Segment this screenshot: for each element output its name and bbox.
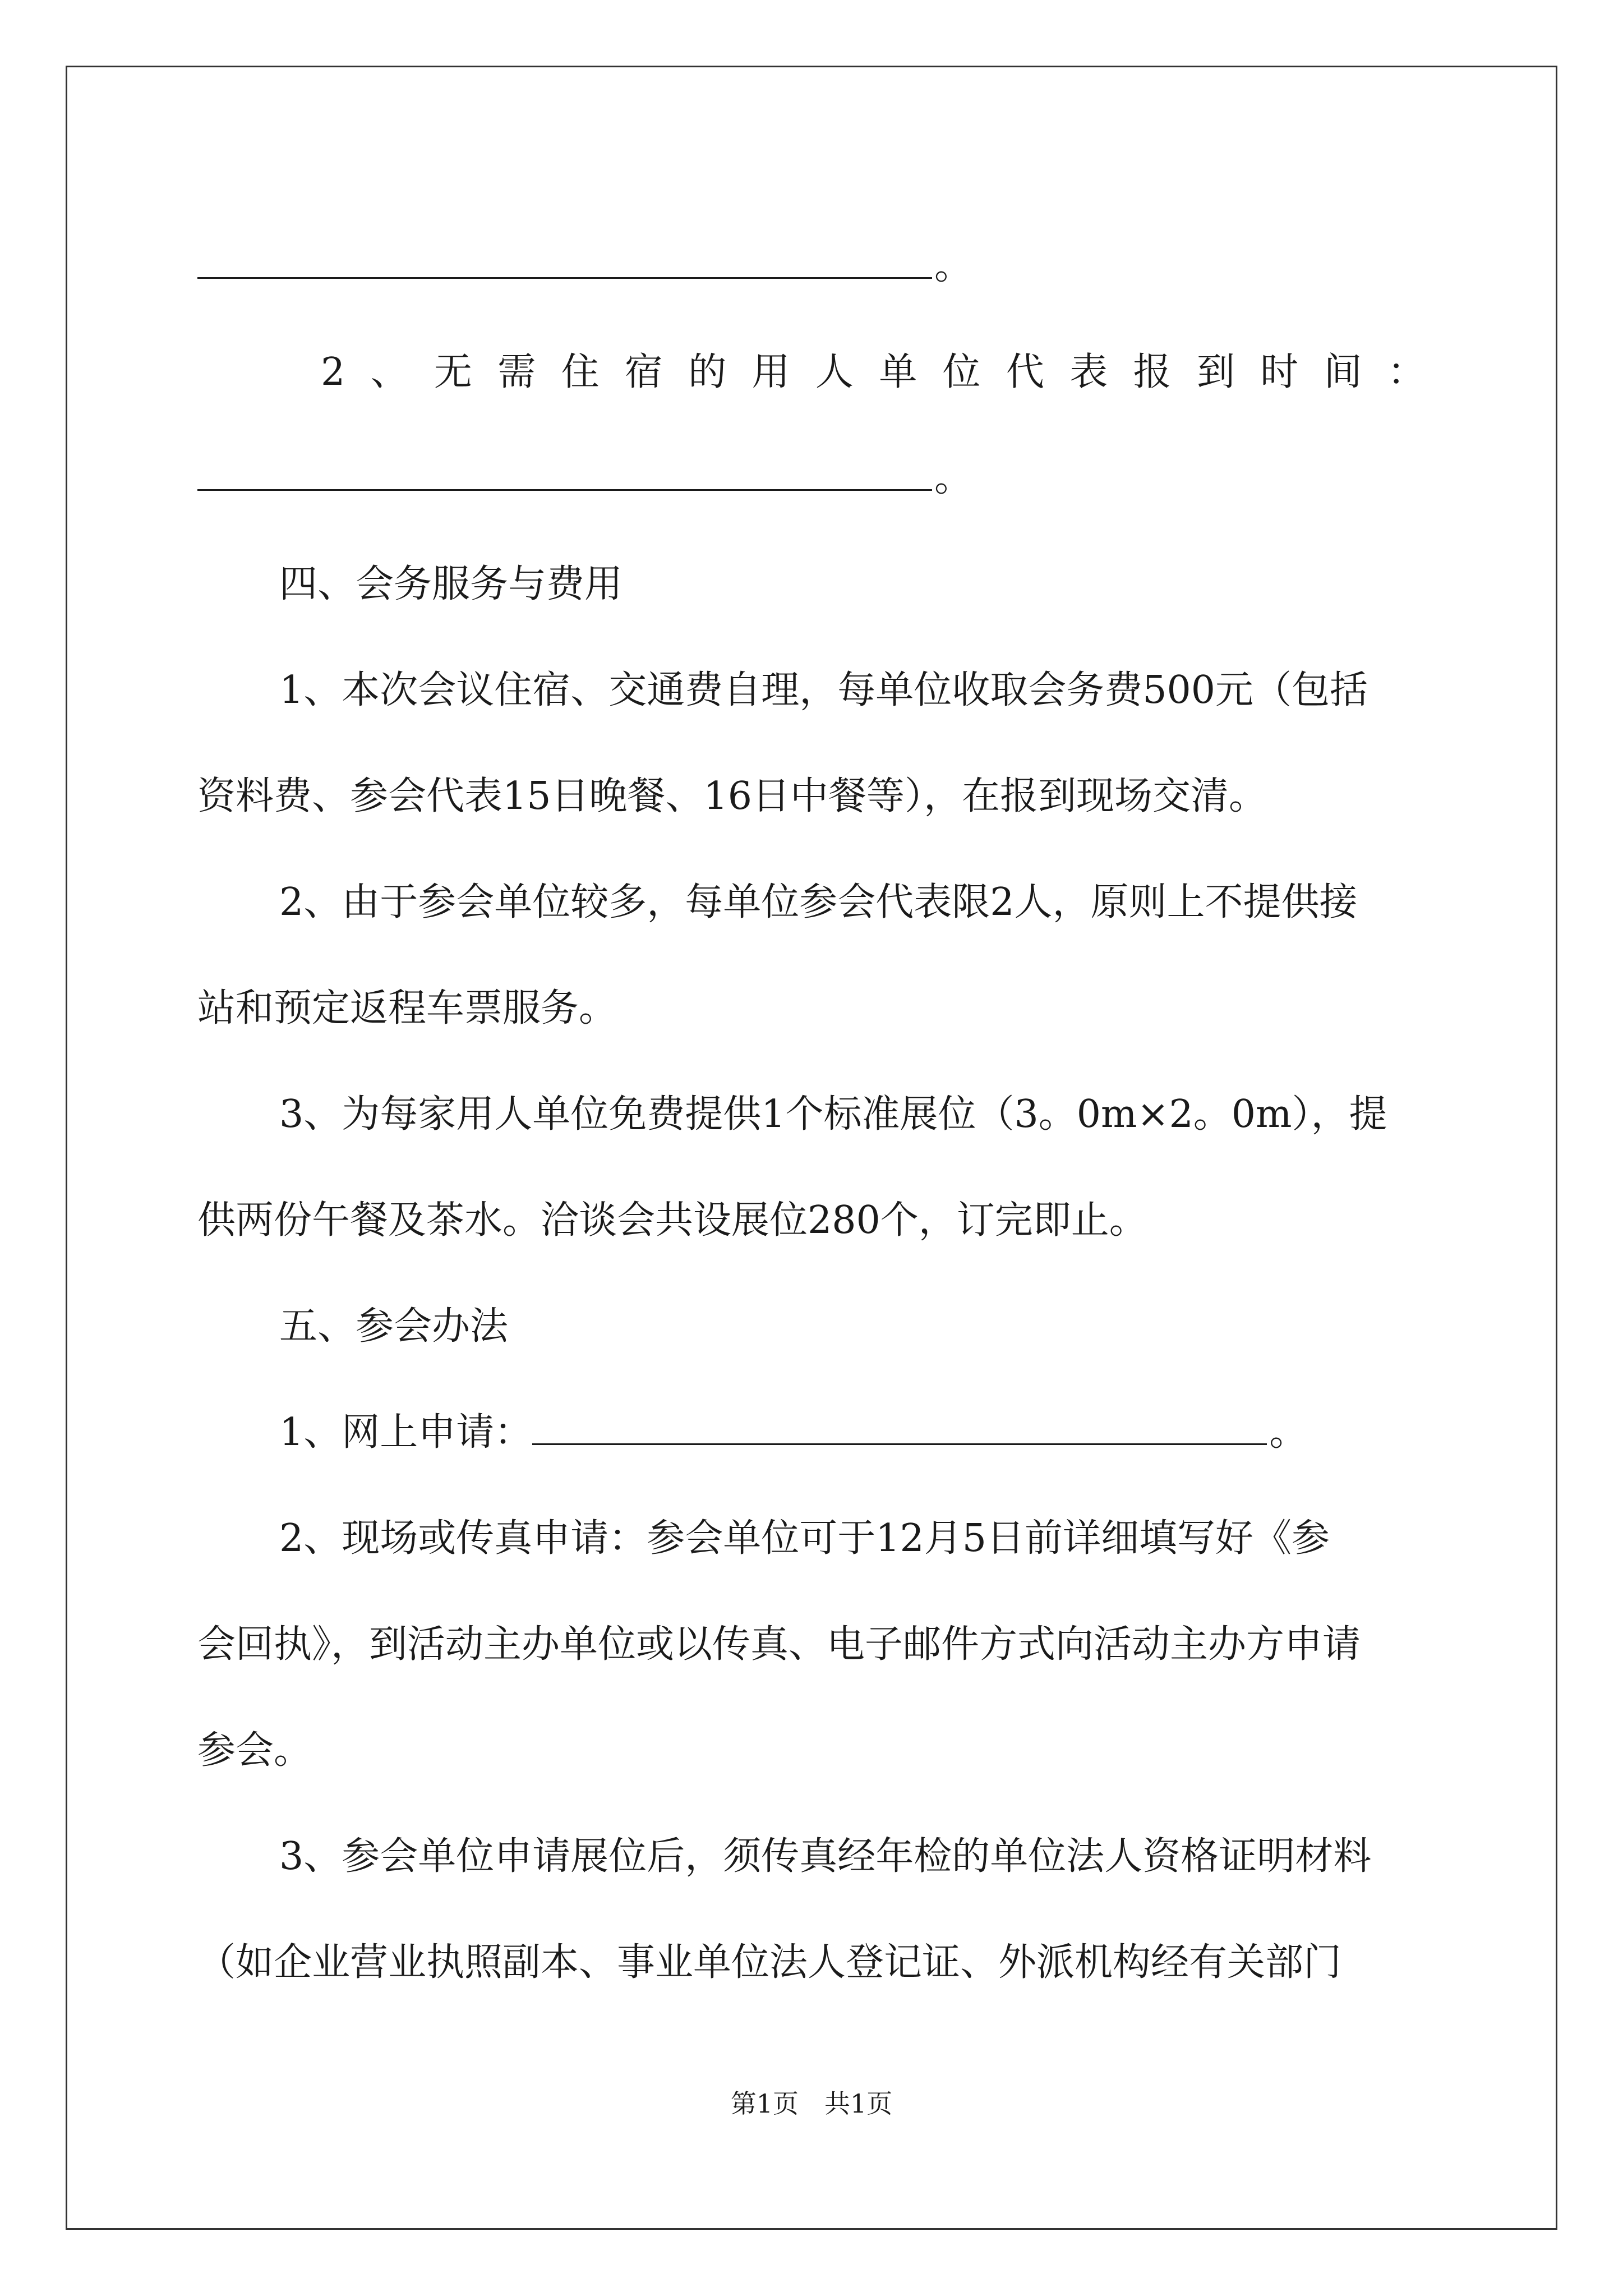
paragraph-line: 1、本次会议住宿、交通费自理，每单位收取会务费500元（包括 [279, 668, 1368, 712]
spaced-line-text [321, 319, 1426, 425]
spaced-char: 代 [1006, 350, 1044, 394]
spaced-char: 、 [370, 350, 409, 394]
paragraph-line: 资料费、参会代表15日晚餐、16日中餐等），在报到现场交清。 [197, 774, 1267, 818]
paragraph-line: 2、由于参会单位较多，每单位参会代表限2人，原则上不提供接 [279, 880, 1358, 924]
spaced-char: 单 [879, 350, 917, 394]
paragraph-line: （如企业营业执照副本、事业单位法人登记证、外派机构经有关部门 [197, 1940, 1342, 1985]
paragraph-line: 3、参会单位申请展位后，须传真经年检的单位法人资格证明材料 [279, 1834, 1372, 1879]
document-body [197, 213, 1426, 2016]
paragraph-line: 3、为每家用人单位免费提供1个标准展位（3。0m×2。0m），提 [279, 1092, 1387, 1137]
text-line [197, 1379, 1426, 1485]
spaced-char: 住 [561, 350, 600, 394]
spaced-char: 间 [1324, 350, 1362, 394]
paragraph-line: 会回执》，到活动主办单位或以传真、电子邮件方式向活动主办方申请 [197, 1622, 1361, 1667]
fill-in-blank [532, 1401, 1267, 1445]
spaced-char: 位 [942, 350, 981, 394]
section-heading: 五、参会办法 [279, 1304, 509, 1349]
section-heading: 四、会务服务与费用 [279, 562, 623, 606]
spaced-char: 到 [1196, 350, 1235, 394]
spaced-char: ： [1387, 350, 1426, 394]
text-line [197, 319, 1426, 425]
spaced-char: 的 [688, 350, 727, 394]
spaced-char: 需 [497, 350, 536, 394]
spaced-char: 宿 [624, 350, 663, 394]
spaced-char: 表 [1069, 350, 1108, 394]
paragraph-line: 2、现场或传真申请：参会单位可于12月5日前详细填写好《参 [279, 1516, 1330, 1561]
spaced-char: 无 [434, 350, 472, 394]
text-line [197, 213, 1426, 319]
page-footer: 第1页 共1页 [730, 2088, 893, 2119]
text-line [197, 425, 1426, 531]
spaced-char: 人 [815, 350, 854, 394]
line-text: 。 [934, 244, 973, 288]
spaced-char: 2 [321, 350, 345, 394]
spaced-char: 用 [751, 350, 790, 394]
fill-in-blank [197, 447, 932, 491]
paragraph-line: 站和预定返程车票服务。 [197, 986, 617, 1030]
paragraph-line: 供两份午餐及茶水。洽谈会共设展位280个，订完即止。 [197, 1198, 1147, 1243]
spaced-char: 时 [1260, 350, 1299, 394]
paragraph-line: 参会。 [197, 1728, 312, 1773]
spaced-char: 报 [1133, 350, 1172, 394]
line-text: 。 [1269, 1410, 1308, 1455]
line-text: 1、网上申请： [279, 1410, 533, 1455]
line-text: 。 [934, 456, 973, 500]
fill-in-blank [197, 234, 932, 279]
